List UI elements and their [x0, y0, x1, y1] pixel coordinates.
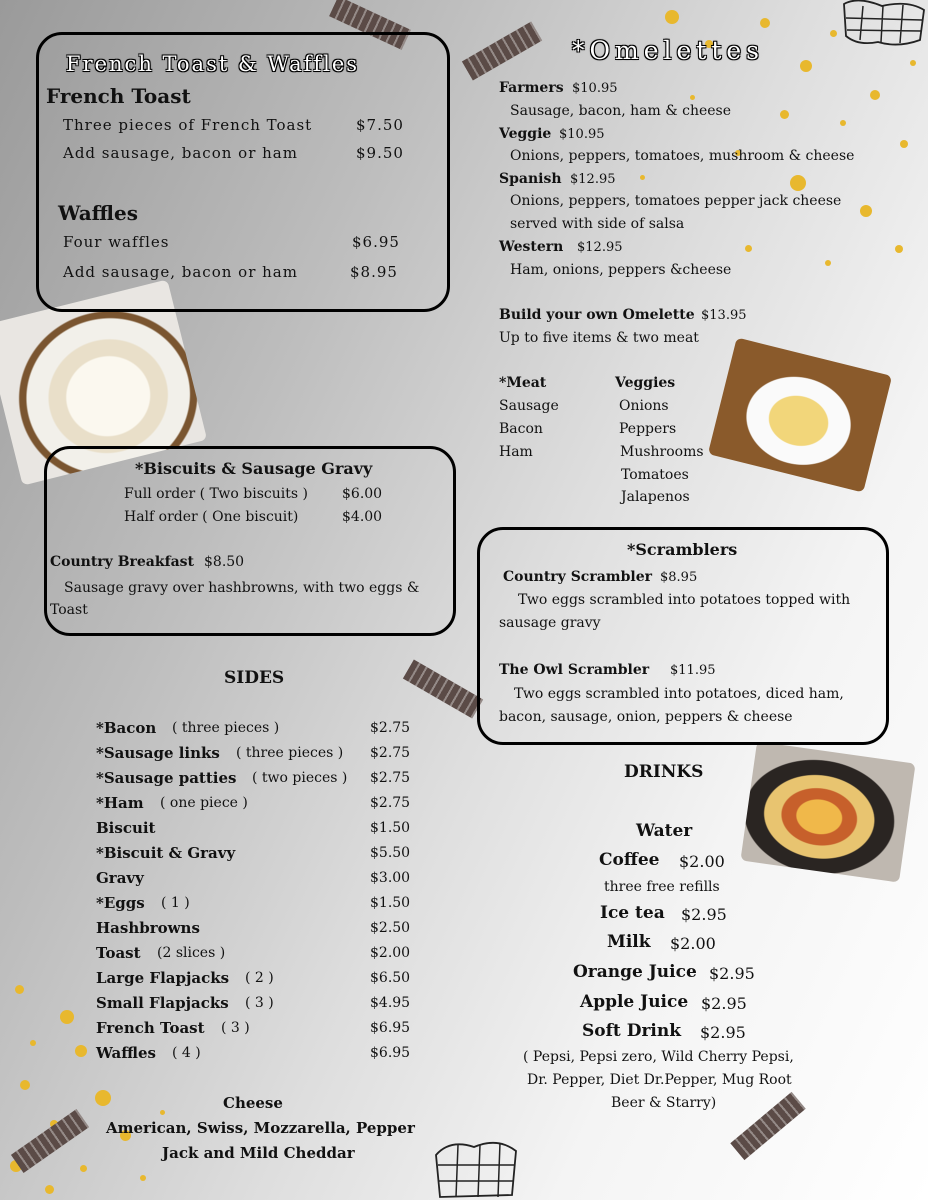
side-item-name: *Biscuit & Gravy [96, 844, 236, 862]
omelette-name: Farmers [499, 80, 564, 96]
soft-drink-list: ( Pepsi, Pepsi zero, Wild Cherry Pepsi, [523, 1049, 794, 1065]
side-item-price: $2.75 [370, 795, 411, 811]
side-item-price: $4.95 [370, 995, 411, 1011]
side-item-name: Large Flapjacks [96, 969, 230, 987]
menu-item-name: Add sausage, bacon or ham [63, 263, 298, 281]
side-item-note: ( one piece ) [160, 795, 248, 811]
scramblers-heading: *Scramblers [627, 540, 738, 559]
drink-name: Ice tea [600, 903, 665, 923]
build-omelette-price: $13.95 [701, 308, 747, 323]
veggie-item: Mushrooms [620, 444, 704, 460]
sides-heading: SIDES [224, 668, 285, 688]
menu-item-price: $7.50 [356, 116, 404, 134]
side-item-note: ( two pieces ) [252, 770, 348, 786]
cheese-list: Jack and Mild Cheddar [162, 1144, 355, 1162]
menu-item-name: Add sausage, bacon or ham [63, 144, 298, 162]
omelette-desc: served with side of salsa [510, 216, 685, 232]
omelette-desc: Onions, peppers, tomatoes, mushroom & cheese [510, 148, 855, 164]
menu-item-price: $9.50 [356, 144, 404, 162]
side-item-price: $3.00 [370, 870, 411, 886]
waffles-heading: Waffles [58, 201, 138, 225]
side-item-name: *Sausage patties [96, 769, 237, 787]
side-item-price: $2.75 [370, 770, 411, 786]
side-item-note: ( 4 ) [172, 1045, 201, 1061]
country-breakfast-name: Country Breakfast [50, 554, 195, 570]
side-item-name: Small Flapjacks [96, 994, 229, 1012]
build-omelette-name: Build your own Omelette [499, 307, 695, 323]
drink-name: Milk [607, 932, 651, 952]
soft-drink-list: Dr. Pepper, Diet Dr.Pepper, Mug Root [527, 1072, 792, 1088]
drink-price: $2.00 [679, 852, 725, 871]
side-item-price: $1.50 [370, 820, 411, 836]
side-item-price: $2.75 [370, 745, 411, 761]
side-item-name: Hashbrowns [96, 919, 200, 937]
waffle-icon-bottom [428, 1135, 523, 1200]
side-item-name: *Eggs [96, 894, 145, 912]
cheese-heading: Cheese [223, 1094, 283, 1112]
meat-item: Bacon [499, 421, 543, 437]
omelette-desc: Ham, onions, peppers &cheese [510, 262, 732, 278]
menu-item-name: Four waffles [63, 233, 170, 251]
cheese-list: American, Swiss, Mozzarella, Pepper [106, 1119, 415, 1137]
veggie-item: Onions [619, 398, 669, 414]
omelette-name: Veggie [499, 126, 552, 142]
side-item-note: ( 2 ) [245, 970, 274, 986]
drink-price: $2.95 [681, 905, 727, 924]
omelette-name: Spanish [499, 171, 562, 187]
side-item-price: $6.95 [370, 1045, 411, 1061]
side-item-note: ( 3 ) [221, 1020, 250, 1036]
side-item-note: ( three pieces ) [172, 720, 280, 736]
scrambler-price: $11.95 [670, 663, 716, 678]
omelette-desc: Sausage, bacon, ham & cheese [510, 103, 732, 119]
drink-name: Soft Drink [582, 1021, 681, 1041]
side-item-note: (2 slices ) [157, 945, 226, 961]
french-toast-waffles-title: French Toast & Waffles [66, 52, 360, 76]
scrambler-desc: Two eggs scrambled into potatoes topped with [518, 592, 851, 608]
side-item-name: *Sausage links [96, 744, 220, 762]
drinks-heading: DRINKS [624, 762, 704, 782]
menu-item-price: $8.95 [350, 263, 398, 281]
side-item-name: Biscuit [96, 819, 156, 837]
drink-price: $2.00 [670, 934, 716, 953]
build-omelette-desc: Up to five items & two meat [499, 330, 699, 346]
omelette-price: $12.95 [570, 172, 616, 187]
drink-name: Apple Juice [580, 992, 689, 1012]
meat-heading: *Meat [499, 375, 547, 391]
scrambler-name: The Owl Scrambler [499, 662, 650, 678]
side-item-price: $5.50 [370, 845, 411, 861]
veggie-item: Tomatoes [621, 467, 689, 483]
side-item-price: $2.00 [370, 945, 411, 961]
french-toast-heading: French Toast [46, 84, 191, 108]
drink-name: Water [636, 821, 693, 841]
drink-price: $2.95 [700, 1023, 746, 1042]
omelette-price: $10.95 [559, 127, 605, 142]
country-breakfast-desc: Sausage gravy over hashbrowns, with two eggs & Toast [50, 580, 420, 618]
veggie-item: Peppers [619, 421, 677, 437]
scrambler-price: $8.95 [660, 570, 698, 585]
omelettes-heading: *Omelettes [572, 36, 765, 65]
scrambler-desc: bacon, sausage, onion, peppers & cheese [499, 709, 793, 725]
side-item-name: French Toast [96, 1019, 205, 1037]
meat-item: Sausage [499, 398, 559, 414]
drink-name: Coffee [599, 850, 660, 870]
side-item-name: *Bacon [96, 719, 157, 737]
side-item-price: $6.50 [370, 970, 411, 986]
menu-item-name: Half order ( One biscuit) [124, 509, 299, 525]
menu-item-price: $6.00 [342, 486, 383, 502]
side-item-price: $2.75 [370, 720, 411, 736]
side-item-name: Gravy [96, 869, 144, 887]
menu-item-price: $4.00 [342, 509, 383, 525]
side-item-note: ( 3 ) [245, 995, 274, 1011]
omelette-desc: Onions, peppers, tomatoes pepper jack cheese [510, 193, 842, 209]
meat-item: Ham [499, 444, 533, 460]
scrambler-desc: sausage gravy [499, 615, 601, 631]
side-item-price: $6.95 [370, 1020, 411, 1036]
menu-item-price: $6.95 [352, 233, 400, 251]
menu-item-name: Full order ( Two biscuits ) [124, 486, 308, 502]
omelette-name: Western [499, 239, 564, 255]
menu-item-name: Three pieces of French Toast [63, 116, 313, 134]
side-item-name: *Ham [96, 794, 144, 812]
biscuits-heading: *Biscuits & Sausage Gravy [135, 459, 373, 478]
drink-name: Orange Juice [573, 962, 697, 982]
side-item-note: ( 1 ) [161, 895, 190, 911]
side-item-name: Waffles [96, 1044, 156, 1062]
waffle-icon-top [838, 0, 928, 48]
country-breakfast-price: $8.50 [204, 554, 245, 570]
soft-drink-list: Beer & Starry) [611, 1095, 717, 1111]
veggie-item: Jalapenos [621, 489, 690, 505]
omelette-price: $10.95 [572, 81, 618, 96]
drink-note: three free refills [604, 879, 720, 895]
scrambler-desc: Two eggs scrambled into potatoes, diced ham, [514, 686, 844, 702]
side-item-note: ( three pieces ) [236, 745, 344, 761]
side-item-name: Toast [96, 944, 141, 962]
omelette-price: $12.95 [577, 240, 623, 255]
side-item-price: $1.50 [370, 895, 411, 911]
veggie-heading: Veggies [615, 375, 676, 391]
drink-price: $2.95 [709, 964, 755, 983]
scrambler-name: Country Scrambler [503, 569, 652, 585]
scrambler-skillet-photo [740, 741, 915, 882]
side-item-price: $2.50 [370, 920, 411, 936]
drink-price: $2.95 [701, 994, 747, 1013]
